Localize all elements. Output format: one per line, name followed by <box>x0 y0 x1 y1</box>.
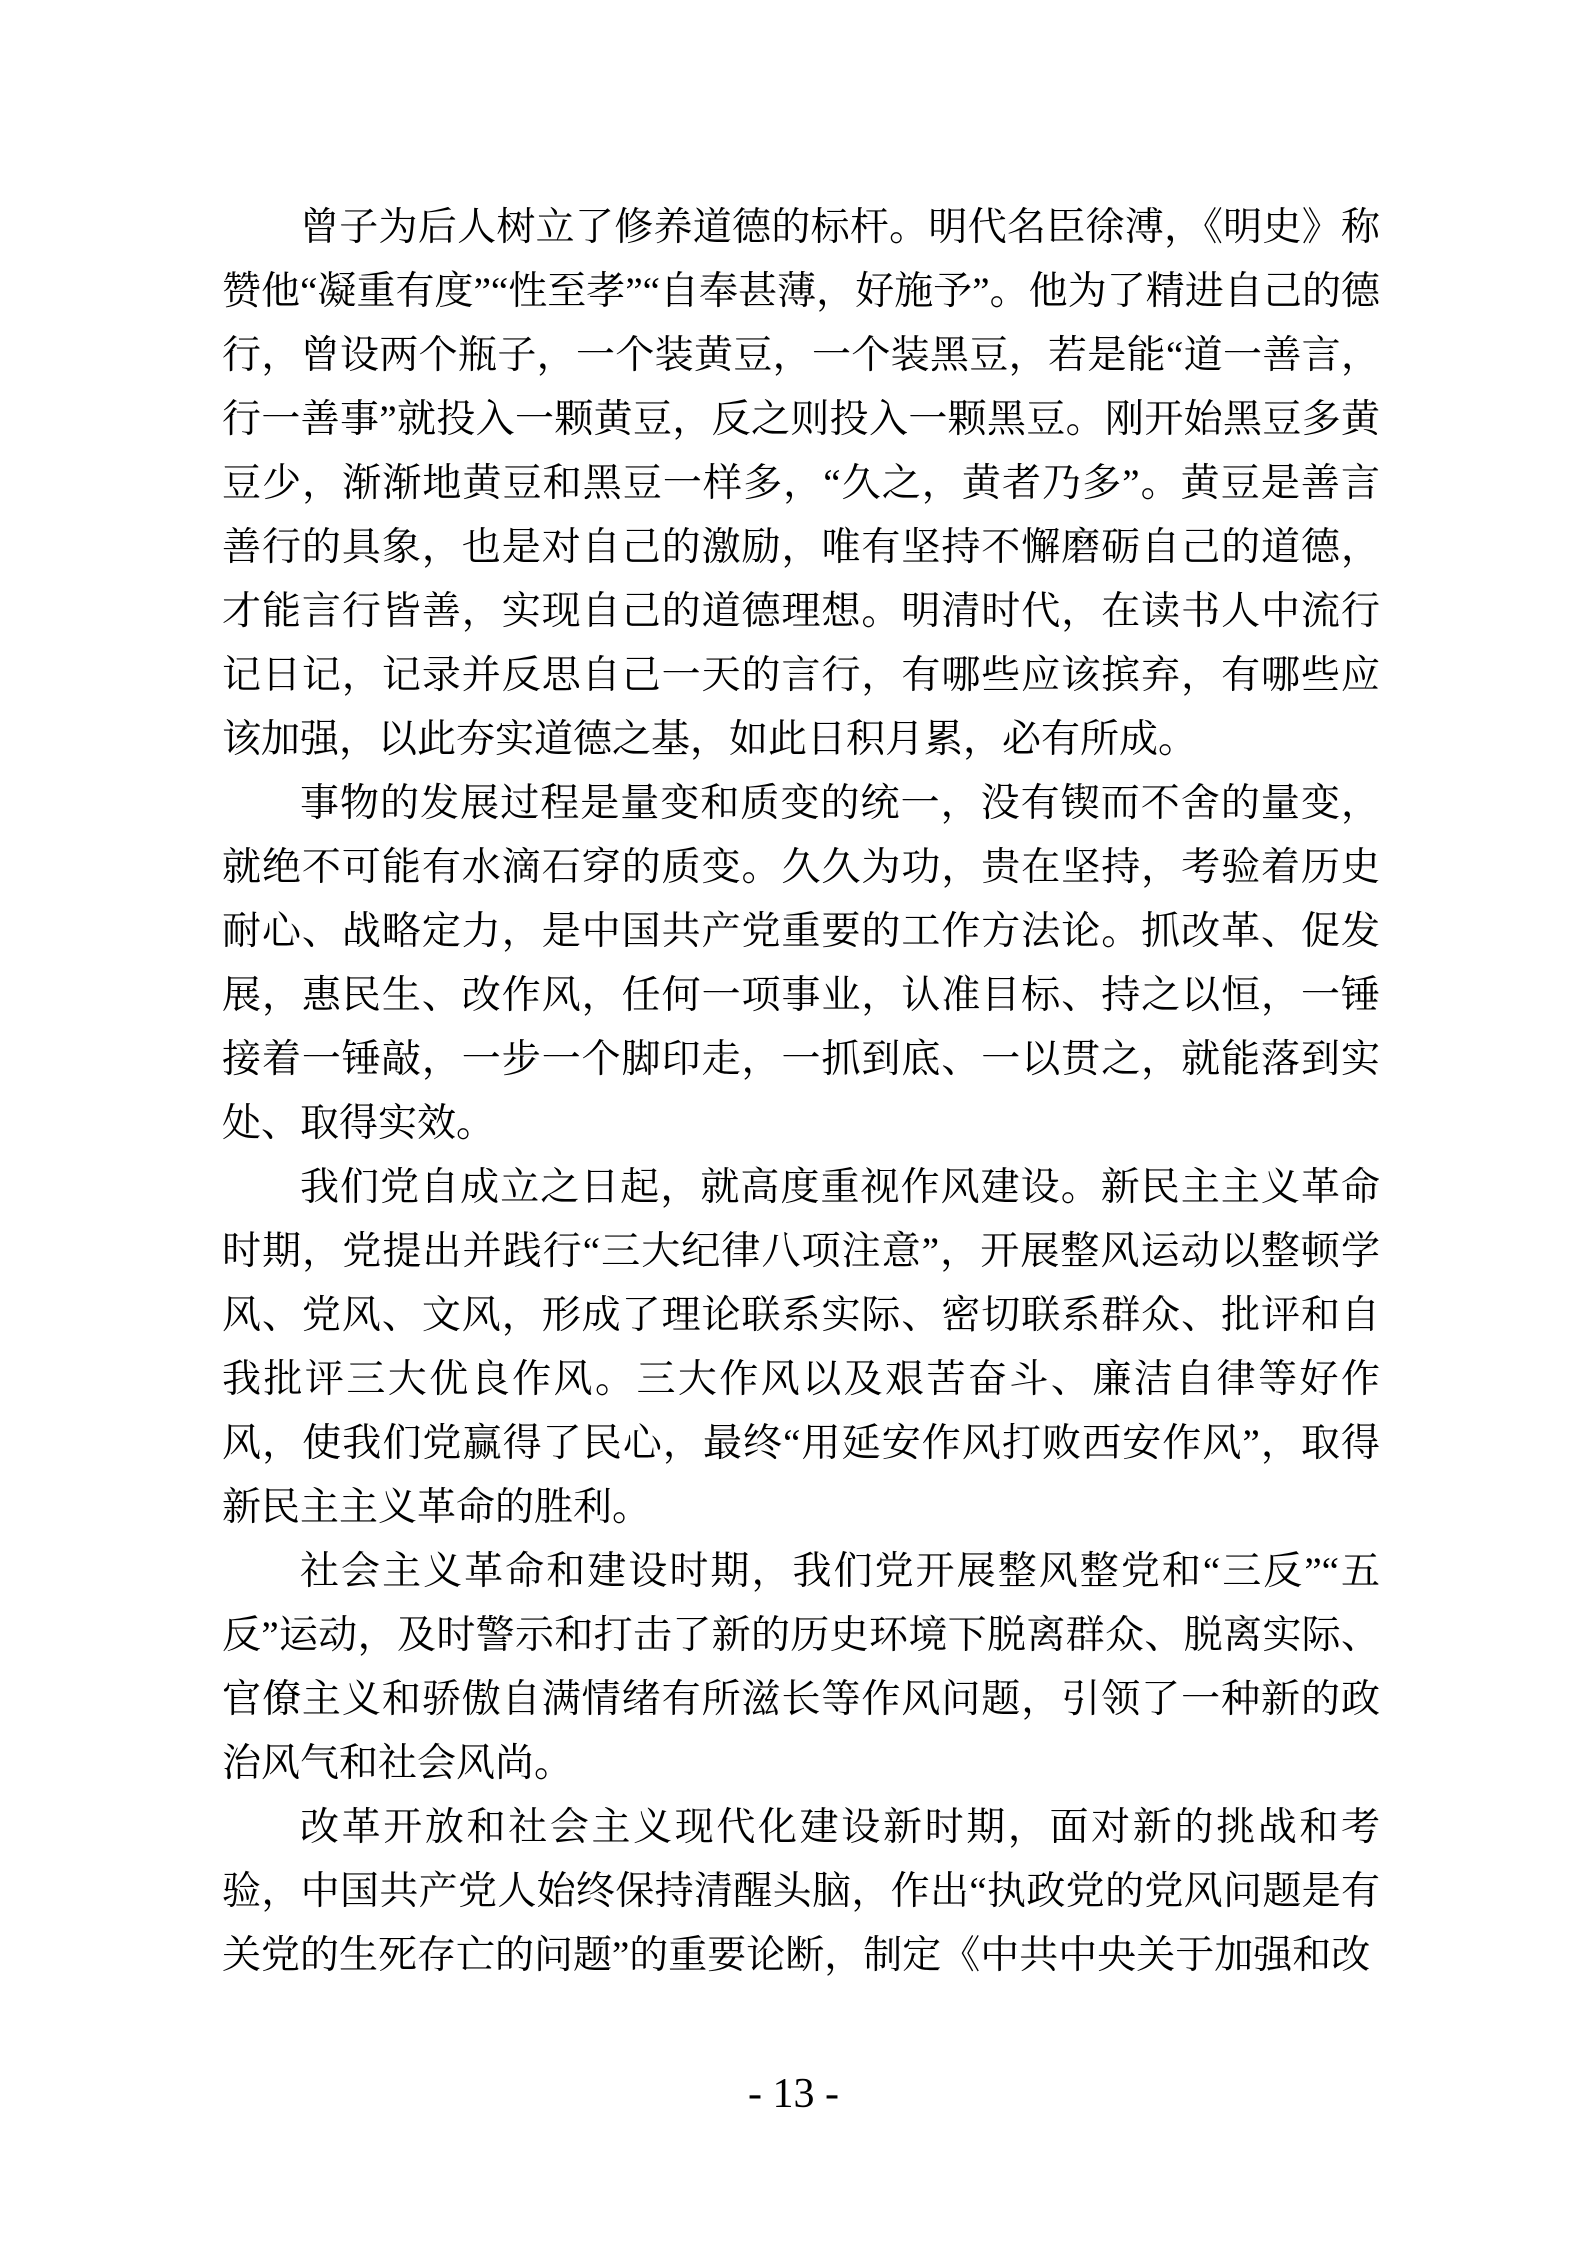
paragraph-4: 社会主义革命和建设时期，我们党开展整风整党和“三反”“五反”运动，及时警示和打击了新的历史环境下脱离群众、脱离实际、官僚主义和骄傲自满情绪有所滋长等作风问题，引领了一种新的政治风气和社会风尚。 <box>222 1550 1380 1785</box>
paragraph-5: 改革开放和社会主义现代化建设新时期，面对新的挑战和考验，中国共产党人始终保持清醒头脑，作出“执政党的党风问题是有关党的生死存亡的问题”的重要论断，制定《中共中央关于加强和改 <box>222 1806 1380 1977</box>
page-footer <box>0 2070 1587 2118</box>
page-number: - 13 - <box>748 2071 839 2117</box>
paragraph-2: 事物的发展过程是量变和质变的统一，没有锲而不舍的量变，就绝不可能有水滴石穿的质变。久久为功，贵在坚持，考验着历史耐心、战略定力，是中国共产党重要的工作方法论。抓改革、促发展，惠民生、改作风，任何一项事业，认准目标、持之以恒，一锤接着一锤敲，一步一个脚印走，一抓到底、一以贯之，就能落到实处、取得实效。 <box>222 782 1380 1145</box>
document-body <box>222 196 1380 1988</box>
paragraph-3: 我们党自成立之日起，就高度重视作风建设。新民主主义革命时期，党提出并践行“三大纪律八项注意”，开展整风运动以整顿学风、党风、文风，形成了理论联系实际、密切联系群众、批评和自我批评三大优良作风。三大作风以及艰苦奋斗、廉洁自律等好作风，使我们党赢得了民心，最终“用延安作风打败西安作风”，取得新民主主义革命的胜利。 <box>222 1166 1380 1529</box>
paragraph-1: 曾子为后人树立了修养道德的标杆。明代名臣徐溥，《明史》称赞他“凝重有度”“性至孝”“自奉甚薄，好施予”。他为了精进自己的德行，曾设两个瓶子，一个装黄豆，一个装黑豆，若是能“道一善言，行一善事”就投入一颗黄豆，反之则投入一颗黑豆。刚开始黑豆多黄豆少，渐渐地黄豆和黑豆一样多，“久之，黄者乃多”。黄豆是善言善行的具象，也是对自己的激励，唯有坚持不懈磨砺自己的道德，才能言行皆善，实现自己的道德理想。明清时代，在读书人中流行记日记，记录并反思自己一天的言行，有哪些应该摈弃，有哪些应该加强，以此夯实道德之基，如此日积月累，必有所成。 <box>222 206 1380 761</box>
